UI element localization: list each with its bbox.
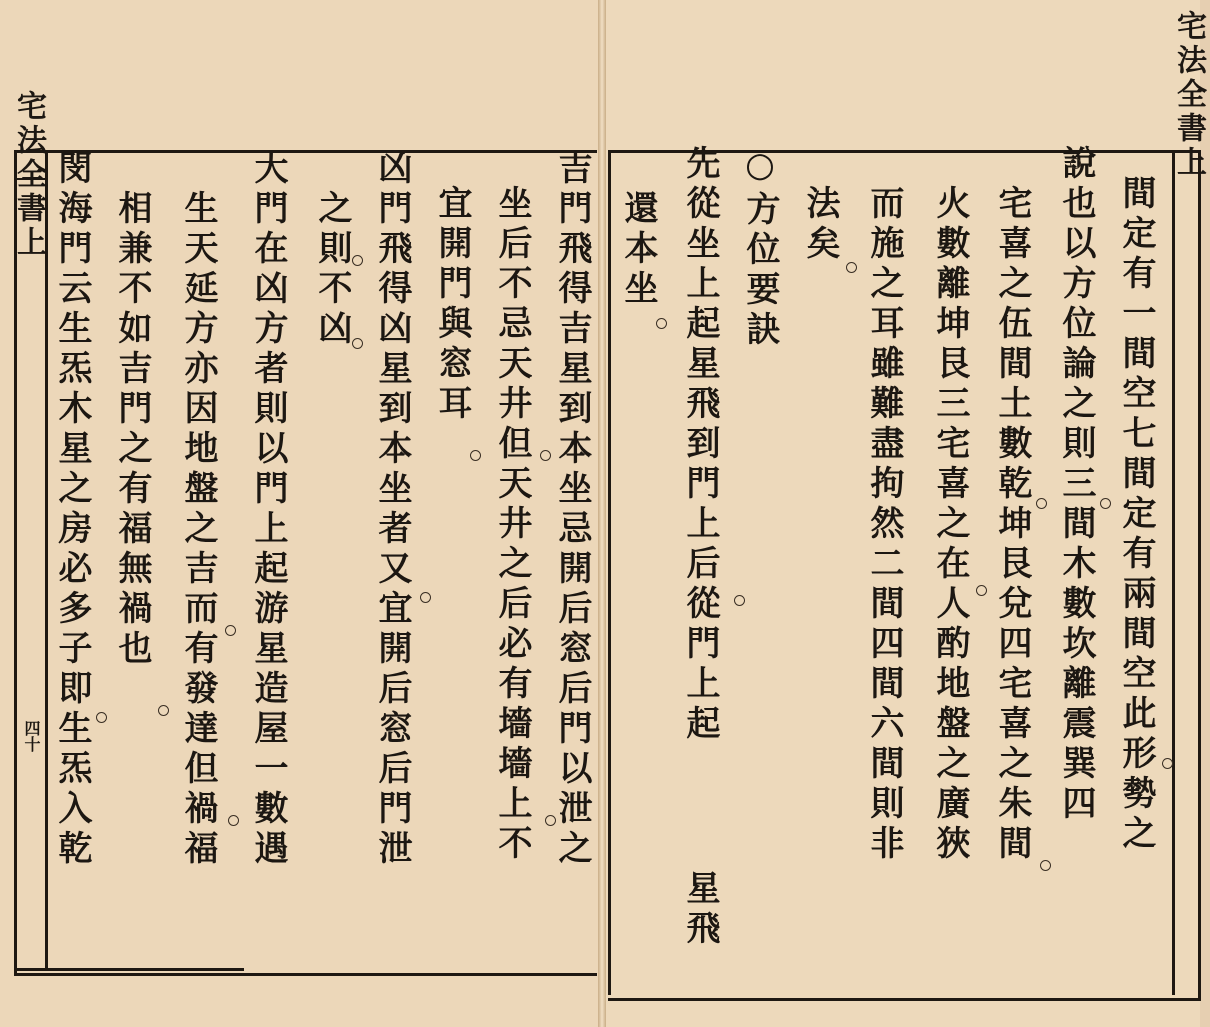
punctuation-circle xyxy=(158,705,169,716)
punctuation-circle xyxy=(225,625,236,636)
left-column-5: 之則不凶 xyxy=(312,190,352,350)
punctuation-circle xyxy=(470,450,481,461)
right-column-9: 星飛 xyxy=(680,870,720,950)
punctuation-circle xyxy=(96,712,107,723)
right-column-8: 先從坐上起星飛到門上后從門上起 xyxy=(680,145,720,745)
right-column-6: 法矣 xyxy=(800,185,840,265)
punctuation-circle xyxy=(1070,158,1081,169)
left-column-1: 吉門飛得吉星到本坐忌開后窓后門以泄之 xyxy=(552,150,592,870)
left-column-6: 大門在凶方者則以門上起游星造屋一數遇 xyxy=(248,150,288,870)
right-column-4: 火數離坤艮三宅喜之在人酌地盤之廣狹 xyxy=(930,185,970,865)
left-column-8: 相兼不如吉門之有福無禍也 xyxy=(112,190,152,670)
right-column-2: 說也以方位論之則三間木數坎離震巽四 xyxy=(1056,145,1096,825)
punctuation-circle xyxy=(420,592,431,603)
right-inner-rule xyxy=(608,150,611,995)
left-folio: 四十 xyxy=(22,720,41,752)
punctuation-circle xyxy=(656,318,667,329)
left-column-7: 生天延方亦因地盤之吉而有發達但禍福 xyxy=(178,190,218,870)
punctuation-circle xyxy=(352,338,363,349)
right-side-rule xyxy=(1172,150,1175,995)
left-column-4: 凶門飛得凶星到本坐者又宜開后窓后門泄 xyxy=(372,150,412,870)
punctuation-circle xyxy=(540,450,551,461)
right-column-10: 還本坐 xyxy=(618,190,658,310)
punctuation-circle xyxy=(352,255,363,266)
right-side-title: 宅法全書上 xyxy=(1171,10,1206,180)
punctuation-circle xyxy=(545,815,556,826)
punctuation-circle xyxy=(976,585,987,596)
punctuation-circle xyxy=(1040,860,1051,871)
right-column-5: 而施之耳雖難盡拘然二間四間六間則非 xyxy=(864,185,904,865)
left-column-3: 宜開門與窓耳 xyxy=(432,185,472,425)
left-column-2: 坐后不忌天井但天井之后必有墻墻上不 xyxy=(492,185,532,865)
punctuation-circle xyxy=(1036,498,1047,509)
punctuation-circle xyxy=(1100,498,1111,509)
book-gutter xyxy=(598,0,606,1027)
right-column-1: 間定有一間空七間定有兩間空此形勢之 xyxy=(1116,175,1156,855)
left-bottom-rule xyxy=(14,968,244,971)
left-side-rule xyxy=(45,150,48,970)
punctuation-circle xyxy=(846,262,857,273)
right-column-3: 宅喜之伍間土數乾坤艮兌四宅喜之朱間 xyxy=(992,185,1032,865)
left-column-9: 閔海門云生炁木星之房必多子即生炁入乾 xyxy=(52,150,92,870)
punctuation-circle xyxy=(228,815,239,826)
punctuation-circle xyxy=(734,595,745,606)
punctuation-circle xyxy=(1162,758,1173,769)
left-side-title: 宅法全書上 xyxy=(11,90,46,260)
right-column-7: ○方位要訣 xyxy=(740,145,780,351)
